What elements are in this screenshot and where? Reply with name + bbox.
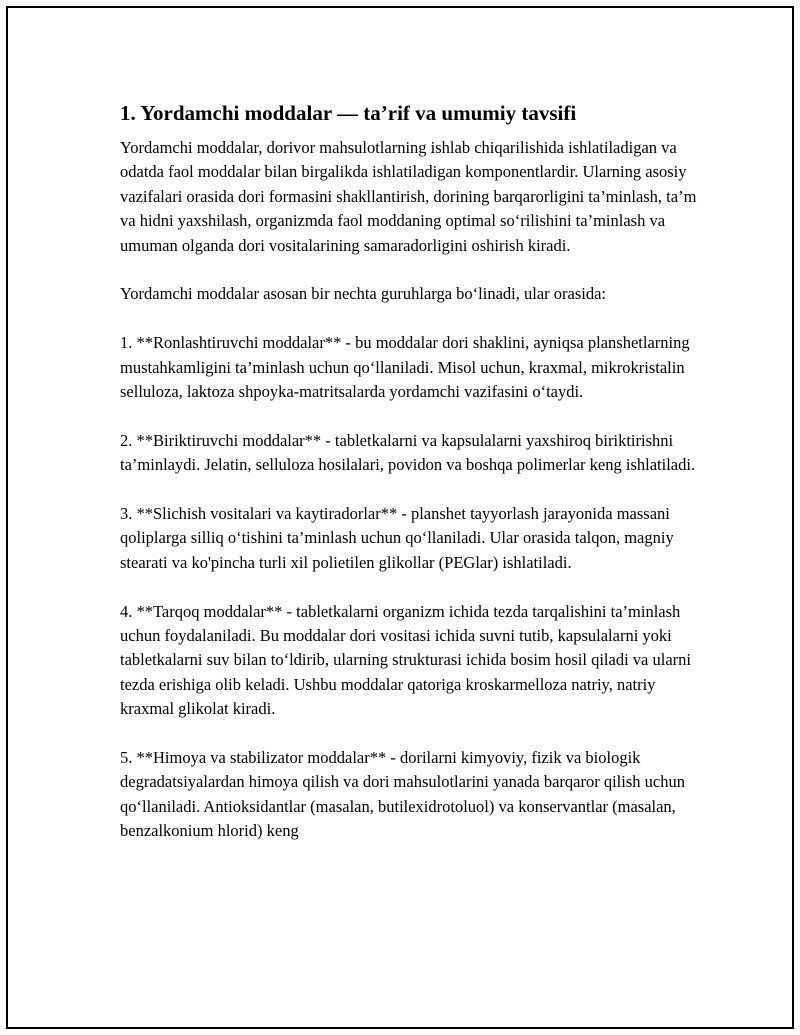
list-item-paragraph: 1. **Ronlashtiruvchi moddalar** - bu moddalar dori shaklini, ayniqsa planshetlarning mustahkamligini ta’minlash uchun qo‘llaniladi. Misol uchun, kraxmal, mikrokristalin selluloza, laktoza shpoyka-matritsalarda yordamchi vazifasini o‘taydi. xyxy=(120,333,690,402)
intro-paragraph: Yordamchi moddalar, dorivor mahsulotlarning ishlab chiqarilishida ishlatiladigan va odatda faol moddalar bilan birgalikda ishlatiladigan komponentlardir. Ularning asosiy vazifalari orasida dori formasini shakllantirish, dorining barqarorligini ta’minlash, ta’m va hidni yaxshilash, organizmda faol moddaning optimal so‘rilishini ta’minlash va umuman olganda dori vositalarining samaradorligini oshirish kiradi. xyxy=(120,138,697,255)
list-item-paragraph: 5. **Himoya va stabilizator moddalar** - dorilarni kimyoviy, fizik va biologik degradatsiyalardan himoya qilish va dori mahsulotlarini yanada barqaror qilish uchun qo‘llaniladi. Antioksidantlar (masalan, butilexidrotoluol) va konservantlar (masalan, benzalkonium hlorid) keng xyxy=(120,748,685,841)
document-page xyxy=(6,6,794,1029)
section-title: 1. Yordamchi moddalar — ta’rif va umumiy tavsifi xyxy=(120,101,577,125)
list-item-paragraph: 3. **Slichish vositalari va kaytiradorlar** - planshet tayyorlash jarayonida massani qoliplarga silliq o‘tishini ta’minlash uchun qo‘llaniladi. Ular orasida talqon, magniy stearati va ko'pincha turli xil polietilen glikollar (PEGlar) ishlatiladi. xyxy=(120,504,674,572)
groups-intro-paragraph: Yordamchi moddalar asosan bir nechta guruhlarga bo‘linadi, ular orasida: xyxy=(120,284,607,304)
list-item-paragraph: 2. **Biriktiruvchi moddalar** - tabletkalarni va kapsulalarni yaxshiroq biriktirishni ta’minlaydi. Jelatin, selluloza hosilalari, povidon va boshqa polimerlar keng ishlatiladi. xyxy=(120,430,696,475)
document-content xyxy=(120,100,700,868)
list-item-paragraph: 4. **Tarqoq moddalar** - tabletkalarni organizm ichida tezda tarqalishini ta’minlash uchun foydalaniladi. Bu moddalar dori vositasi ichida suvni tutib, kapsulalarni yoki tabletkalarni suv bilan to‘ldirib, ularning strukturasi ichida bosim hosil qiladi va ularni tezda erishiga olib keladi. Ushbu moddalar qatoriga kroskarmelloza natriy, natriy kraxmal glikolat kiradi. xyxy=(120,601,691,719)
